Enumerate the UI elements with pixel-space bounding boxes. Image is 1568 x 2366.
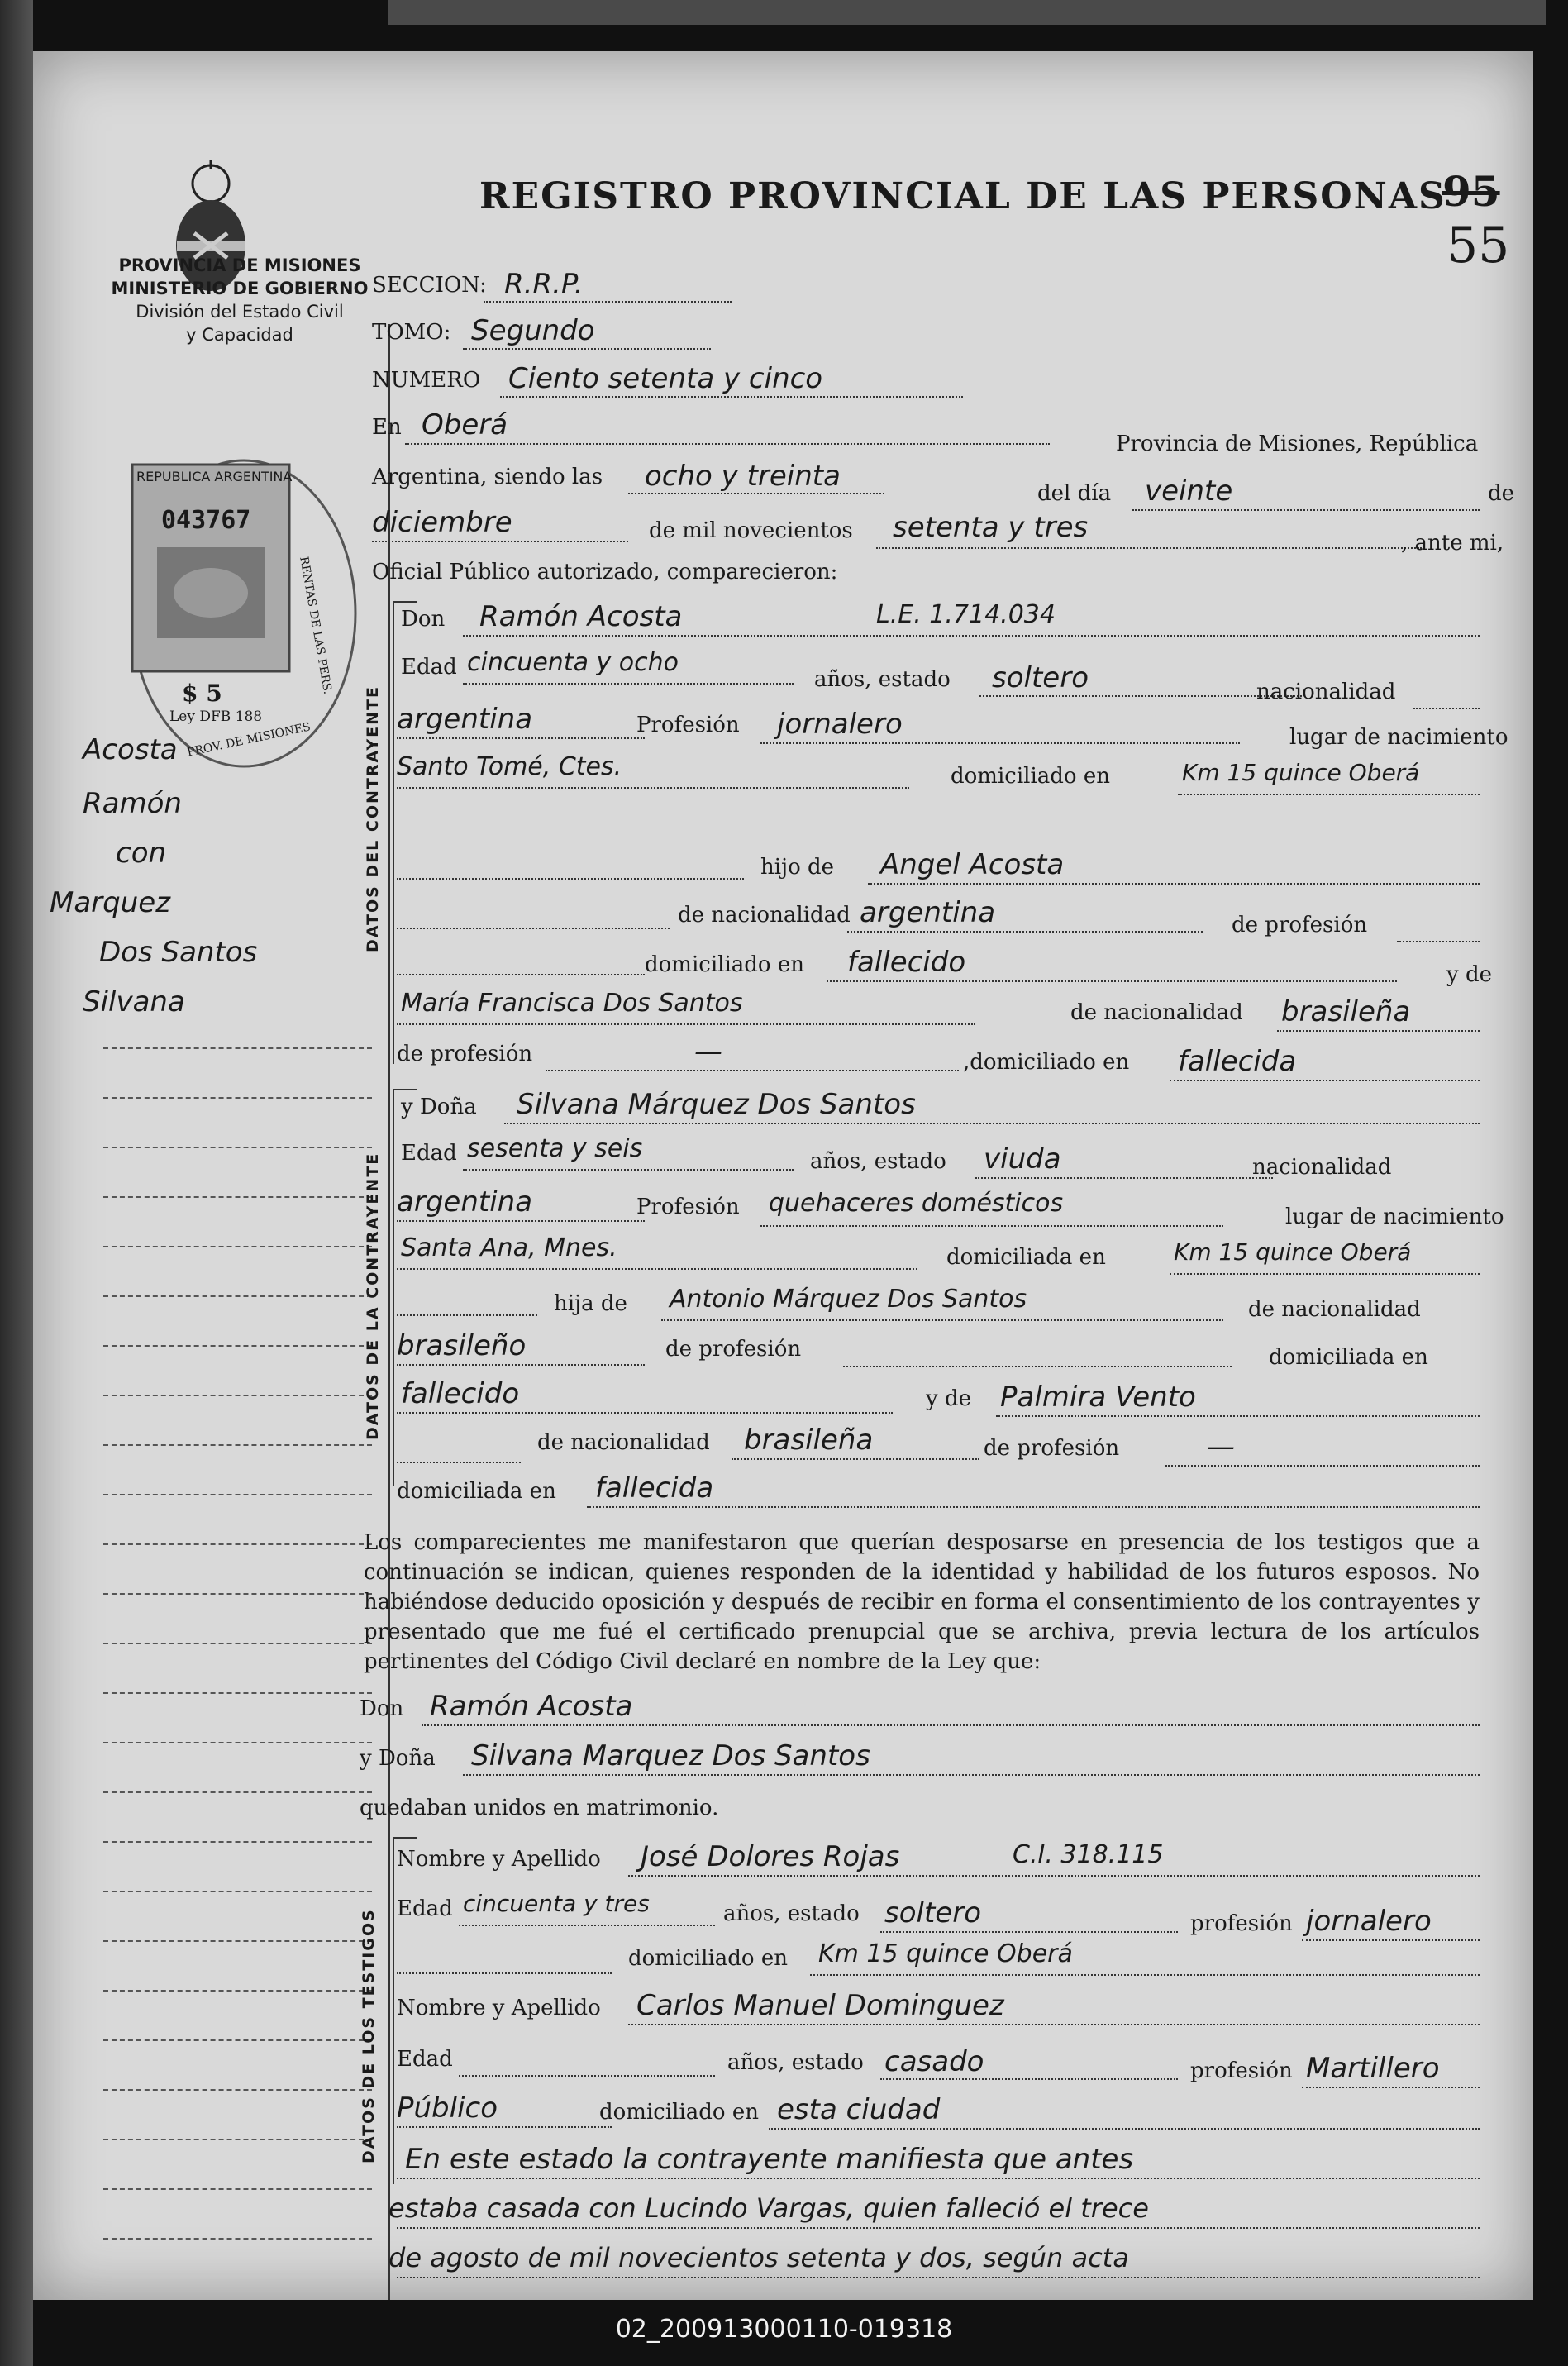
w2-nombre-label: Nombre y Apellido: [397, 1996, 601, 2020]
anio-value: setenta y tres: [893, 511, 1089, 544]
bride-name: Silvana Márquez Dos Santos: [517, 1088, 916, 1121]
dia-value: veinte: [1145, 475, 1233, 508]
w2-domicilio: esta ciudad: [777, 2093, 941, 2126]
groom-edad-line: [463, 683, 794, 685]
quedaban-text: quedaban unidos en matrimonio.: [360, 1796, 719, 1820]
groom-padre-nac-line: [847, 931, 1203, 933]
don-label: Don: [401, 607, 446, 632]
stamp-seal-icon: [99, 448, 364, 779]
w1-edad: cincuenta y tres: [463, 1890, 650, 1917]
stamp-serial: 043767: [161, 506, 251, 535]
bride-domicilio-label: domiciliada en: [946, 1245, 1106, 1270]
stamp-side-text: RENTAS DE LAS PERS.: [297, 556, 335, 696]
hora-line: [628, 493, 884, 494]
groom-padre: Angel Acosta: [880, 848, 1065, 881]
bride-edad: sesenta y seis: [467, 1134, 643, 1163]
bride-padre-prof-line: [843, 1366, 1232, 1367]
groom-bracket-top: [393, 601, 417, 603]
y-dona-label: y Doña: [401, 1095, 477, 1119]
bride-padre-line: [661, 1319, 1223, 1321]
witness-bracket: [393, 1837, 394, 2184]
register-page: [33, 51, 1533, 2300]
bride-padre-nac-label: de nacionalidad: [1248, 1297, 1421, 1322]
w1-domicilio-line: [810, 1974, 1480, 1976]
bride-domicilio-line: [1170, 1273, 1480, 1275]
margin-divider: [388, 324, 390, 2300]
witness-bracket-top: [393, 1837, 417, 1839]
bride-padre-dom: fallecido: [401, 1377, 520, 1410]
w1-domicilio: Km 15 quince Oberá: [818, 1939, 1073, 1968]
tomo-value: Segundo: [471, 314, 595, 347]
w1-name: José Dolores Rojas: [641, 1840, 900, 1873]
bride-estado: viuda: [984, 1142, 1061, 1176]
w1-name-line: [628, 1875, 1480, 1877]
bride-madre-nac-label: de nacionalidad: [537, 1430, 710, 1455]
groom-madre-prof-label: de profesión: [397, 1042, 533, 1066]
margin-rule: [103, 1395, 372, 1396]
province-name: PROVINCIA DE MISIONES: [118, 255, 361, 275]
groom-estado-line: [979, 695, 1302, 697]
groom-nacionalidad-line: [397, 737, 645, 739]
folio-number-old: 95: [1442, 167, 1500, 216]
stamp-law: Ley DFB 188: [169, 708, 263, 725]
margin-rule: [103, 2238, 372, 2240]
w1-profesion-line: [1302, 1939, 1480, 1941]
w1-domicilio-label: domiciliado en: [628, 1946, 788, 1971]
bride-madre-prof-label: de profesión: [984, 1436, 1120, 1461]
stamp-value: $ 5: [182, 680, 222, 707]
w2-name: Carlos Manuel Dominguez: [636, 1989, 1004, 2022]
groom-padre-prof-line: [1397, 941, 1480, 942]
groom-name-line: [463, 635, 1480, 637]
de-mil-text: de mil novecientos: [649, 518, 853, 543]
groom-nacionalidad: argentina: [397, 703, 533, 736]
married-don-line: [422, 1724, 1480, 1726]
groom-padre-nac-label: de nacionalidad: [678, 903, 851, 928]
margin-note-line: Ramón: [83, 787, 182, 820]
bride-padre-prof-label: de profesión: [665, 1337, 802, 1362]
groom-hijo-label: hijo de: [760, 855, 835, 880]
groom-edad-label: Edad: [401, 655, 457, 680]
margin-rule: [103, 2139, 372, 2140]
bride-edad-line: [463, 1169, 794, 1171]
bride-madre-nac: brasileña: [744, 1424, 874, 1457]
tomo-line: [463, 348, 711, 350]
ministry-name: MINISTERIO DE GOBIERNO: [111, 279, 369, 298]
margin-rule: [103, 1444, 372, 1446]
page-title: REGISTRO PROVINCIAL DE LAS PERSONAS: [479, 175, 1446, 217]
margin-rule: [103, 1891, 372, 1892]
groom-document: L.E. 1.714.034: [876, 600, 1056, 629]
margin-rule: [103, 1295, 372, 1297]
w1-estado-line: [880, 1931, 1178, 1933]
groom-nacionalidad-tail: [1413, 708, 1480, 709]
groom-madre-dom-line: [1170, 1080, 1480, 1081]
bride-nacionalidad-label: nacionalidad: [1252, 1155, 1392, 1180]
w2-domicilio-label: domiciliado en: [599, 2100, 759, 2125]
margin-rule: [103, 1692, 372, 1694]
bride-domicilio: Km 15 quince Oberá: [1174, 1238, 1412, 1266]
margin-rule: [103, 1643, 372, 1644]
w1-profesion-label: profesión: [1190, 1911, 1293, 1936]
margin-rule: [103, 1742, 372, 1743]
note-line: [397, 2178, 1480, 2179]
w2-domicilio-line: [769, 2128, 1480, 2130]
margin-note-line: con: [116, 837, 167, 870]
groom-profesion-label: Profesión: [636, 713, 740, 737]
bride-madre-dom-label: domiciliada en: [397, 1479, 556, 1504]
bride-padre: Antonio Márquez Dos Santos: [670, 1285, 1027, 1314]
en-value: Oberá: [422, 408, 508, 441]
bride-nacionalidad-line: [397, 1220, 645, 1222]
bride-bracket-top: [393, 1089, 417, 1090]
margin-rule: [103, 1543, 372, 1545]
hora-value: ocho y treinta: [645, 460, 841, 493]
bride-padre-nac: brasileño: [397, 1329, 527, 1362]
bride-lugar-label: lugar de nacimiento: [1285, 1204, 1504, 1229]
groom-name: Ramón Acosta: [479, 600, 683, 633]
mes-line: [372, 541, 628, 542]
married-don: Ramón Acosta: [430, 1690, 633, 1723]
bride-anios-estado-label: años, estado: [810, 1149, 946, 1174]
witness-side-label: DATOS DE LOS TESTIGOS: [360, 1908, 378, 2163]
groom-bracket: [393, 601, 394, 1064]
margin-rule: [103, 1246, 372, 1247]
groom-padre-line: [868, 883, 1480, 885]
margin-note-line: Silvana: [83, 985, 185, 1018]
margin-rule: [103, 1147, 372, 1148]
division-name: División del Estado Civil: [136, 302, 344, 322]
w1-profesion: jornalero: [1306, 1905, 1432, 1938]
groom-y-de-label: y de: [1446, 962, 1492, 987]
w1-blank-line: [397, 1972, 612, 1974]
bride-edad-label: Edad: [401, 1141, 457, 1166]
seccion-line: [484, 301, 732, 303]
w1-anios-label: años, estado: [723, 1901, 860, 1926]
margin-rule: [103, 2039, 372, 2041]
en-label: En: [372, 415, 402, 440]
book-spine: [0, 0, 33, 2366]
oficial-text: Oficial Público autorizado, comparecieron:: [372, 560, 838, 584]
note-text-line: de agosto de mil novecientos setenta y dos, según acta: [388, 2242, 1129, 2273]
married-dona: Silvana Marquez Dos Santos: [471, 1739, 870, 1772]
seccion-label: SECCION:: [372, 273, 487, 298]
capacity-name: y Capacidad: [186, 325, 293, 345]
margin-rule: [103, 1494, 372, 1495]
margin-rule: [103, 1940, 372, 1942]
margin-rule: [103, 2188, 372, 2190]
bride-madre-prof: —: [1207, 1430, 1235, 1463]
married-dona-line: [463, 1774, 1480, 1776]
w1-edad-label: Edad: [397, 1896, 453, 1921]
groom-domicilio-line: [1178, 794, 1480, 795]
argentina-text: Argentina, siendo las: [372, 465, 603, 489]
bride-estado-line: [975, 1177, 1273, 1179]
groom-padre-nac: argentina: [860, 896, 996, 929]
bride-padre-nac-line: [397, 1364, 645, 1366]
provincia-text: Provincia de Misiones, República: [1116, 432, 1479, 456]
next-page-edge: [388, 0, 1546, 25]
note-line: [397, 2227, 1480, 2229]
margin-note-line: Dos Santos: [99, 936, 258, 969]
margin-rule: [103, 1791, 372, 1793]
groom-madre-nac: brasileña: [1281, 995, 1411, 1028]
w1-edad-line: [459, 1925, 715, 1926]
margin-note-line: Acosta: [83, 733, 178, 766]
bride-y-de-label: y de: [926, 1386, 971, 1411]
groom-nacionalidad-label: nacionalidad: [1256, 680, 1396, 704]
groom-padre-prof-label: de profesión: [1232, 913, 1368, 937]
groom-domicilio-label: domiciliado en: [951, 764, 1110, 789]
margin-rule: [103, 1345, 372, 1347]
w1-estado: soltero: [884, 1896, 981, 1930]
folio-number: 55: [1446, 217, 1510, 274]
numero-value: Ciento setenta y cinco: [508, 362, 823, 395]
groom-lugar-label: lugar de nacimiento: [1289, 725, 1508, 750]
bride-side-label: DATOS DE LA CONTRAYENTE: [364, 1152, 382, 1440]
note-text-line: estaba casada con Lucindo Vargas, quien falleció el trece: [388, 2192, 1149, 2224]
groom-edad: cincuenta y ocho: [467, 648, 679, 677]
bride-hija-label: hija de: [554, 1291, 627, 1316]
groom-profesion-line: [760, 742, 1240, 744]
numero-line: [500, 396, 963, 398]
w2-profesion-cont: Público: [397, 2092, 498, 2125]
w2-profesion: Martillero: [1306, 2052, 1440, 2085]
bride-blank-line: [397, 1314, 537, 1316]
groom-blank-line: [397, 878, 744, 880]
bride-padre-dom-label: domiciliada en: [1269, 1345, 1428, 1370]
image-caption: 02_200913000110-019318: [615, 2315, 953, 2344]
groom-blank-line: [397, 974, 645, 975]
groom-estado: soltero: [992, 661, 1089, 694]
groom-side-label: DATOS DEL CONTRAYENTE: [364, 685, 382, 952]
margin-rule: [103, 1047, 372, 1049]
bride-profesion-label: Profesión: [636, 1195, 740, 1219]
mes-value: diciembre: [372, 506, 512, 539]
married-don-label: Don: [360, 1696, 404, 1721]
w2-estado: casado: [884, 2045, 984, 2078]
note-text-line: En este estado la contrayente manifiesta que antes: [405, 2143, 1134, 2176]
margin-note-line: Marquez: [50, 886, 171, 919]
w2-profesion-line: [1302, 2087, 1480, 2088]
groom-madre-dom-label: ,domiciliado en: [963, 1050, 1130, 1075]
margin-rule: [103, 1841, 372, 1843]
groom-madre-prof-line: [546, 1070, 959, 1071]
groom-madre-nac-line: [1277, 1030, 1480, 1032]
ante-mi-text: , ante mi,: [1401, 531, 1504, 556]
stamp-bottom-text: PROV. DE MISIONES: [185, 720, 312, 760]
w2-estado-line: [880, 2078, 1178, 2080]
bride-lugar: Santa Ana, Mnes.: [401, 1233, 617, 1262]
de-text: de: [1488, 481, 1515, 506]
dia-line: [1132, 509, 1480, 511]
margin-rule: [103, 2089, 372, 2091]
tomo-label: TOMO:: [372, 320, 451, 345]
w2-edad-label: Edad: [397, 2047, 453, 2072]
bride-bracket: [393, 1089, 394, 1486]
w2-profesion-label: profesión: [1190, 2058, 1293, 2083]
w2-anios-label: años, estado: [727, 2050, 864, 2075]
groom-madre-nac-label: de nacionalidad: [1070, 1000, 1243, 1025]
note-line: [397, 2277, 1480, 2278]
bride-padre-dom-line: [397, 1412, 893, 1414]
groom-madre-line: [397, 1023, 975, 1025]
margin-rule: [103, 1593, 372, 1595]
married-dona-label: y Doña: [360, 1746, 436, 1771]
groom-madre: María Francisca Dos Santos: [401, 989, 743, 1018]
margin-rule: [103, 1196, 372, 1198]
seccion-value: R.R.P.: [504, 268, 584, 301]
groom-blank-line: [397, 928, 670, 929]
del-dia-text: del día: [1037, 481, 1112, 506]
bride-nacionalidad: argentina: [397, 1185, 533, 1219]
groom-madre-prof: —: [694, 1035, 722, 1068]
bride-madre-dom: fallecida: [595, 1472, 714, 1505]
margin-rule: [103, 1990, 372, 1992]
groom-domicilio: Km 15 quince Oberá: [1182, 759, 1420, 786]
groom-anios-estado-label: años, estado: [814, 667, 951, 692]
numero-label: NUMERO: [372, 368, 481, 393]
anio-line: [876, 547, 1422, 549]
en-line: [405, 443, 1050, 445]
bride-lugar-line: [397, 1268, 917, 1270]
bride-profesion: quehaceres domésticos: [769, 1189, 1064, 1218]
w2-name-line: [628, 2024, 1480, 2025]
bride-madre: Palmira Vento: [1000, 1381, 1196, 1414]
declaration-text: Los comparecientes me manifestaron que querían desposarse en presencia de los testigos que a continuación se indican, quienes responden de la identidad y habilidad de los futuros esposos. No habiéndose deducido oposición y después de recibir en forma el consentimiento de los contrayentes y presentado que me fué el certificado prenupcial que se archiva, previa lectura de los artículos pertinentes del Código Civil declaré en nombre de la Ley que:: [364, 1530, 1480, 1674]
stamp-header: REPUBLICA ARGENTINA: [136, 469, 293, 484]
groom-madre-dom: fallecida: [1178, 1045, 1297, 1078]
bride-profesion-line: [760, 1225, 1223, 1227]
w2-profesion2-line: [397, 2126, 612, 2128]
margin-rule: [103, 1097, 372, 1099]
bride-madre-nac-line: [732, 1458, 979, 1460]
bride-madre-line: [996, 1415, 1480, 1417]
groom-profesion: jornalero: [777, 708, 903, 741]
w2-edad-line: [459, 2075, 715, 2077]
bride-blank-line: [397, 1462, 521, 1463]
groom-padre-dom: fallecido: [847, 946, 966, 979]
groom-lugar-line: [397, 787, 909, 789]
revenue-stamp: [99, 448, 364, 779]
bride-madre-dom-line: [587, 1506, 1480, 1508]
bride-madre-prof-line: [1165, 1465, 1480, 1467]
header-block: [66, 254, 413, 346]
groom-padre-dom-line: [827, 980, 1397, 982]
bride-name-line: [504, 1123, 1480, 1124]
groom-lugar: Santo Tomé, Ctes.: [397, 752, 622, 781]
groom-padre-dom-label: domiciliado en: [645, 952, 804, 977]
w1-nombre-label: Nombre y Apellido: [397, 1847, 601, 1872]
w1-document: C.I. 318.115: [1013, 1840, 1164, 1869]
